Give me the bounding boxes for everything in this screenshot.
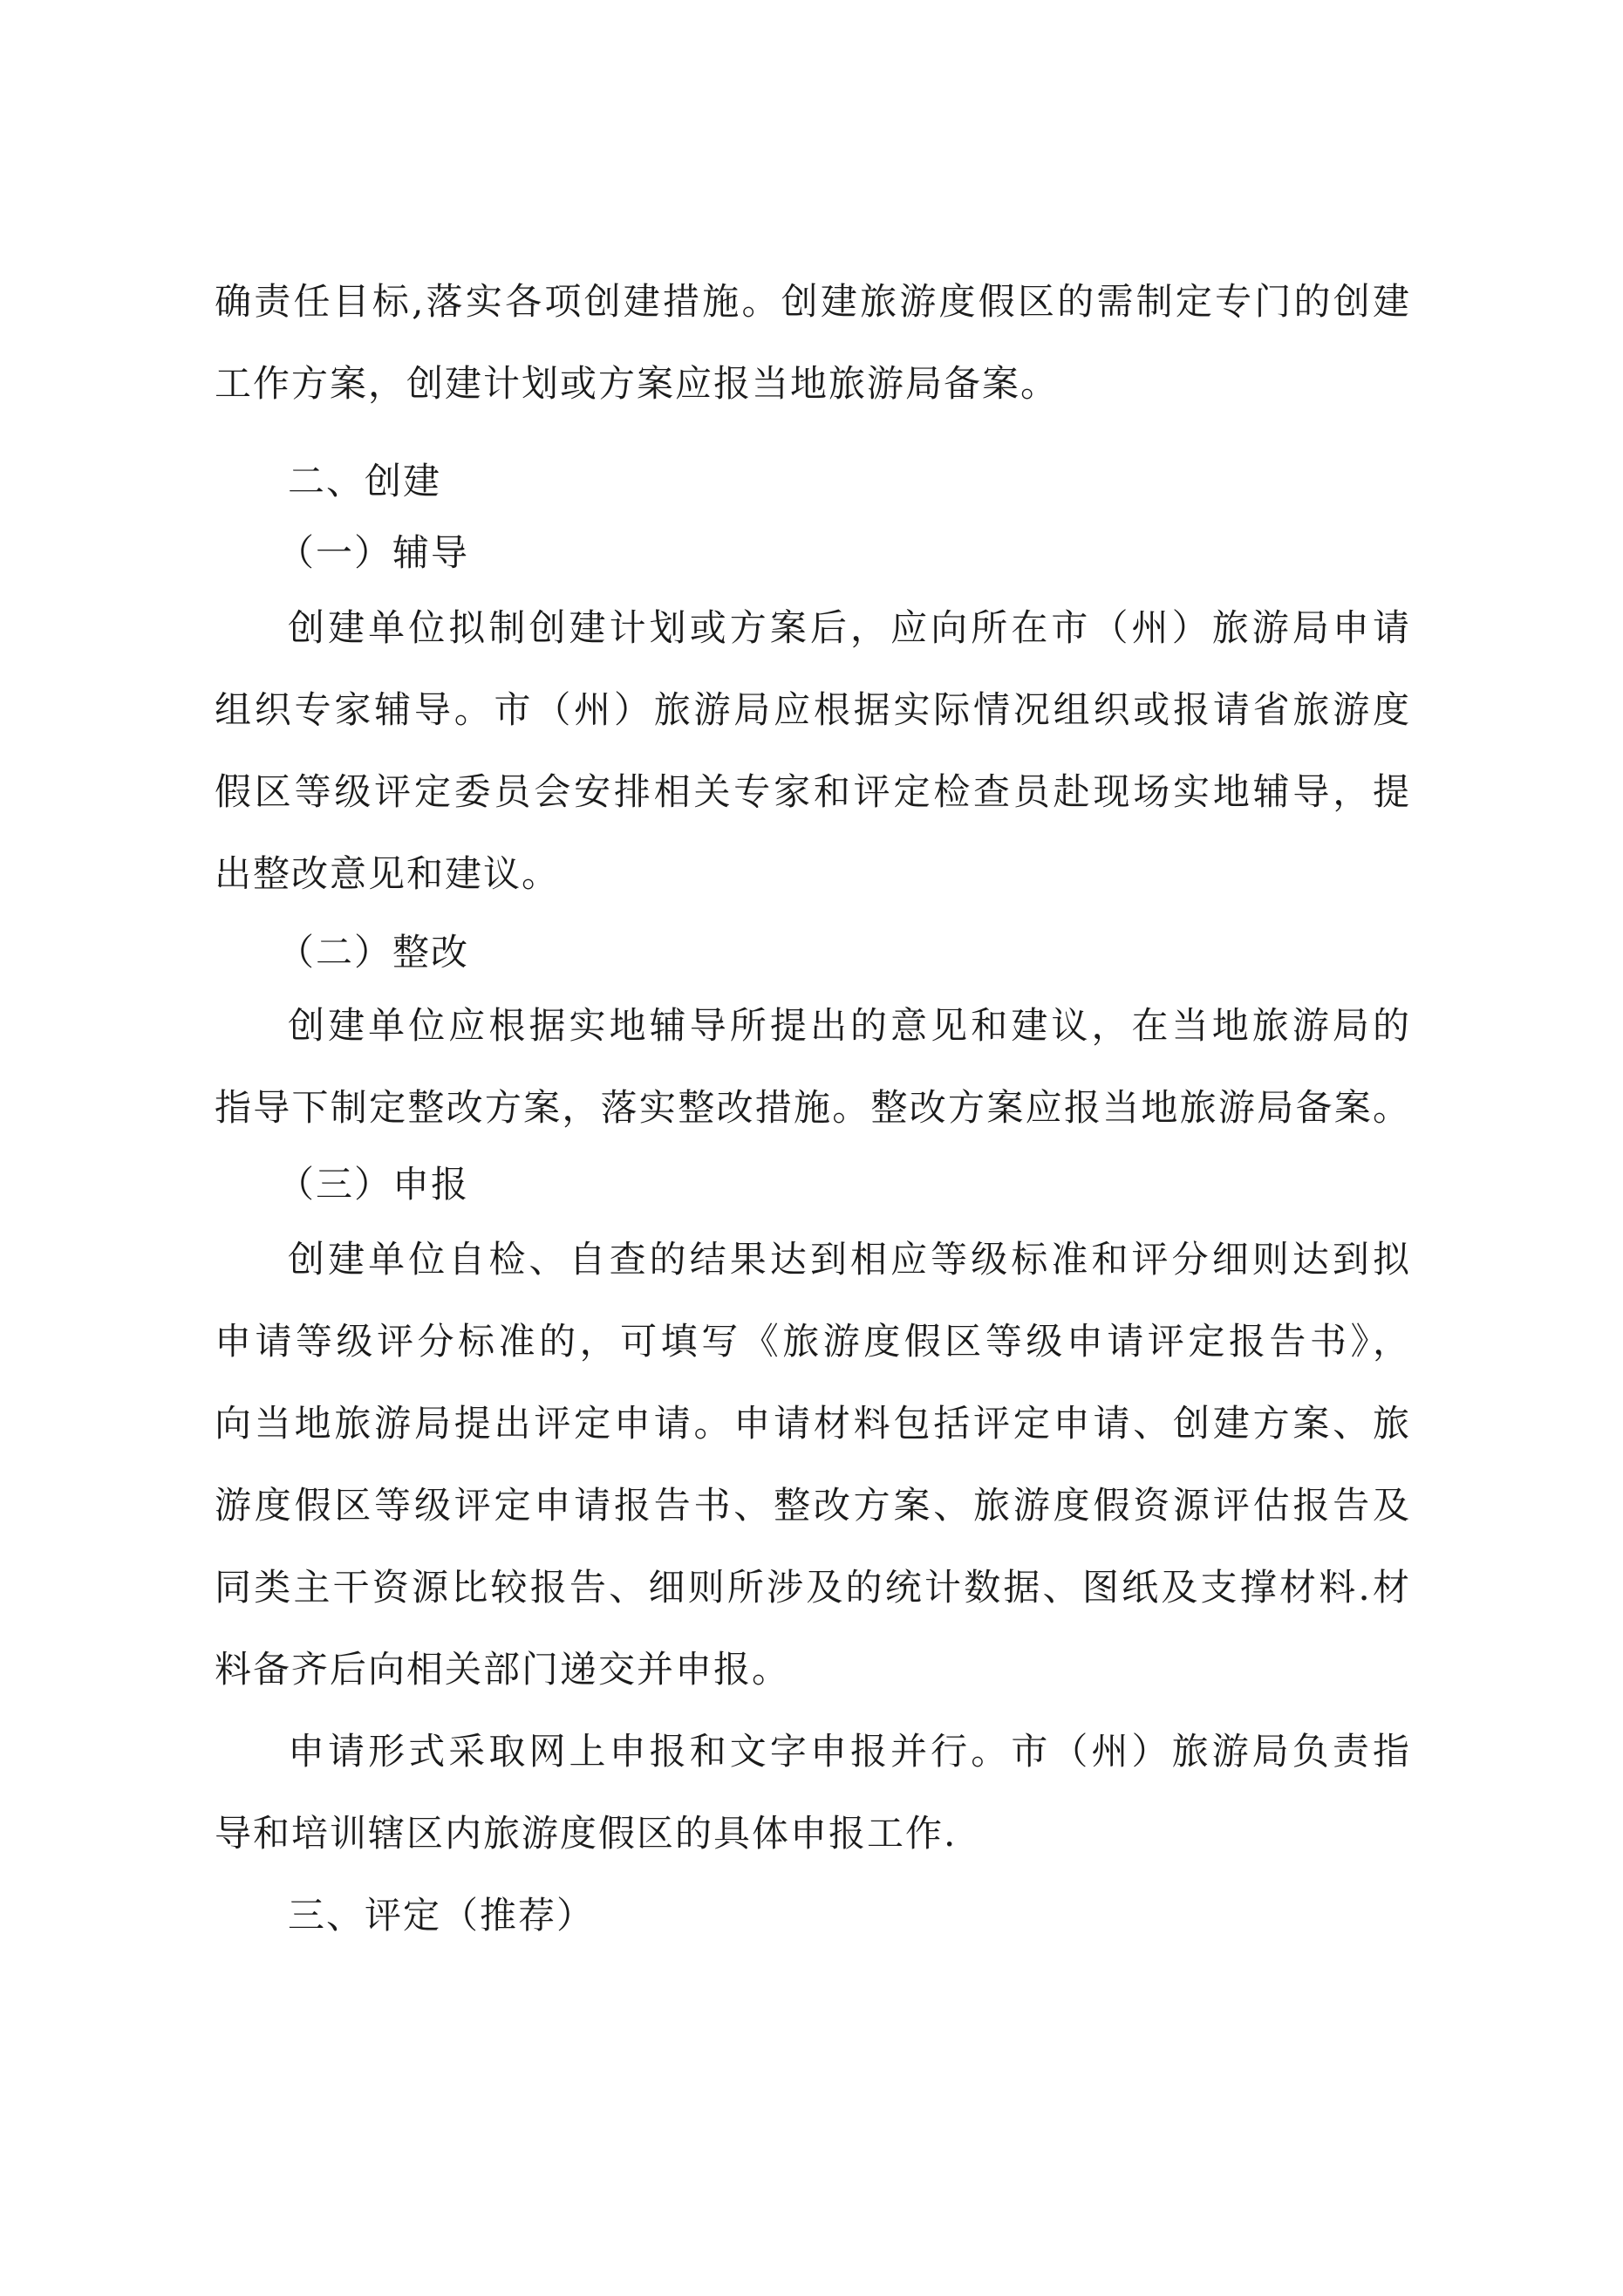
paragraph-line: 组织专家辅导。市（州）旅游局应根据实际情况组织或报请省旅游度 bbox=[215, 688, 1411, 731]
section-heading: 二、创建 bbox=[288, 460, 442, 502]
paragraph-line: 指导下制定整改方案，落实整改措施。整改方案应报当地旅游局备案。 bbox=[215, 1086, 1411, 1129]
paragraph-line: 假区等级评定委员会安排相关专家和评定检查员赴现场实地辅导，提 bbox=[215, 770, 1411, 813]
paragraph-line: 出整改意见和建议。 bbox=[215, 852, 561, 895]
subsection-heading: （三）申报 bbox=[277, 1163, 470, 1206]
paragraph-line: 同类主干资源比较报告、细则所涉及的统计数据、图纸及支撑材料.材 bbox=[215, 1566, 1411, 1609]
paragraph-line: 创建单位自检、自查的结果达到相应等级标准和评分细则达到拟 bbox=[288, 1238, 1411, 1281]
paragraph-line: 创建单位应根据实地辅导所提出的意见和建议，在当地旅游局的 bbox=[288, 1004, 1411, 1047]
paragraph-line: 创建单位拟制创建计划或方案后，应向所在市（州）旅游局申请 bbox=[288, 606, 1411, 649]
paragraph-line: 向当地旅游局提出评定申请。申请材料包括评定申请、创建方案、旅 bbox=[215, 1402, 1411, 1445]
paragraph-line: 确责任目标,落实各项创建措施。创建旅游度假区的需制定专门的创建 bbox=[215, 280, 1411, 323]
paragraph-line: 导和培训辖区内旅游度假区的具体申报工作. bbox=[215, 1812, 958, 1855]
paragraph-line: 工作方案，创建计划或方案应报当地旅游局备案。 bbox=[215, 362, 1060, 405]
paragraph-line: 料备齐后向相关部门递交并申报。 bbox=[215, 1648, 791, 1691]
paragraph-line: 游度假区等级评定申请报告书、整改方案、旅游度假资源评估报告及 bbox=[215, 1484, 1411, 1527]
paragraph-line: 申请形式采取网上申报和文字申报并行。市（州）旅游局负责指 bbox=[288, 1730, 1411, 1773]
section-heading: 三、评定（推荐） bbox=[288, 1894, 596, 1937]
subsection-heading: （一）辅导 bbox=[277, 531, 470, 574]
subsection-heading: （二）整改 bbox=[277, 931, 470, 974]
paragraph-line: 申请等级评分标准的，可填写《旅游度假区等级申请评定报告书》， bbox=[215, 1320, 1411, 1363]
